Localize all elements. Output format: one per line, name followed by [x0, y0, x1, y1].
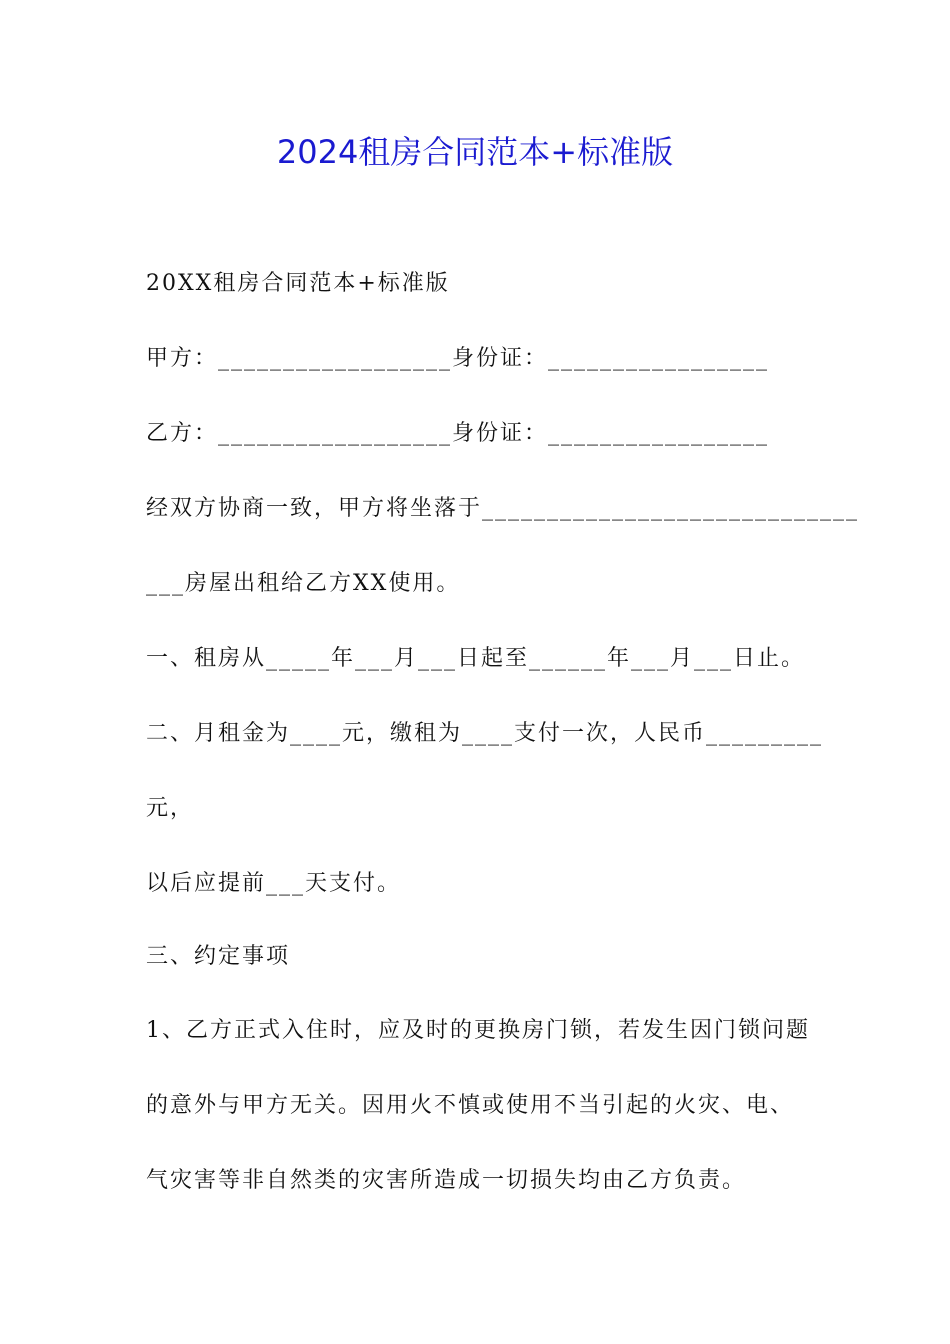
agreement-line-cont: ___房屋出租给乙方XX使用。 [146, 571, 461, 596]
clause-rent-cont: 元， [146, 796, 195, 821]
party-a-line: 甲方：__________________身份证：_________________ [146, 346, 770, 371]
document-title: 2024租房合同范本+标准版 [276, 133, 674, 171]
clause-term: 一、租房从_____年___月___日起至______年___月___日止。 [146, 646, 806, 671]
contract-heading: 20XX租房合同范本+标准版 [146, 271, 450, 296]
term-1-line-2: 的意外与甲方无关。因用火不慎或使用不当引起的火灾、电、 [146, 1093, 795, 1118]
party-b-line: 乙方：__________________身份证：_________________ [146, 421, 770, 446]
section-heading-terms: 三、约定事项 [146, 944, 291, 969]
term-1-line-1: 1、乙方正式入住时，应及时的更换房门锁，若发生因门锁问题 [146, 1018, 810, 1043]
term-1-line-3: 气灾害等非自然类的灾害所造成一切损失均由乙方负责。 [146, 1168, 747, 1193]
clause-rent-advance: 以后应提前___天支付。 [146, 871, 402, 896]
clause-rent: 二、月租金为____元，缴租为____支付一次，人民币_________ [146, 721, 824, 746]
agreement-line: 经双方协商一致，甲方将坐落于_____________________________ [146, 496, 860, 521]
